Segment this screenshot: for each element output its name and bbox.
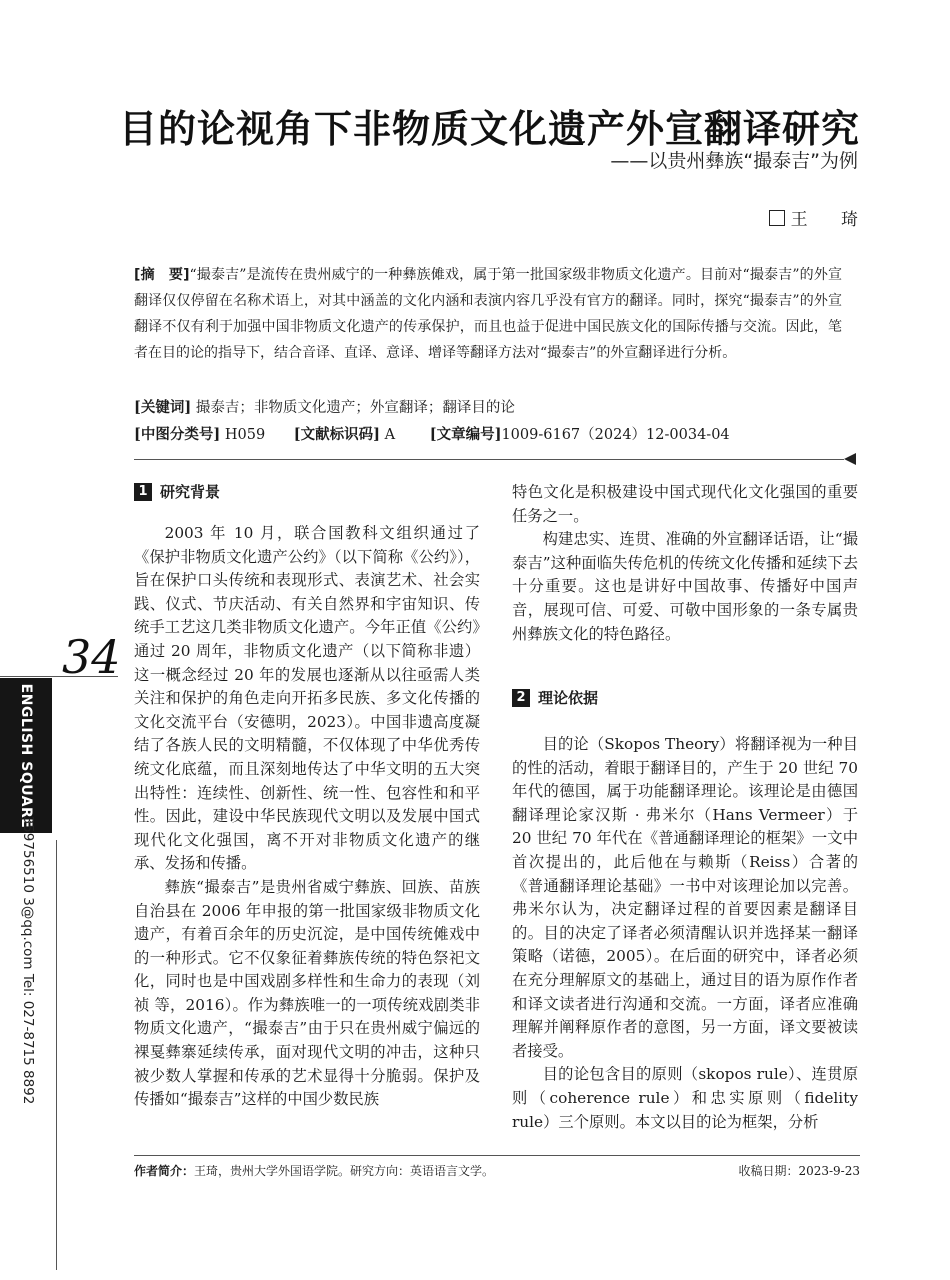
keywords-text: 撮泰吉；非物质文化遗产；外宣翻译；翻译目的论 (195, 400, 515, 416)
doc-code-value: A (384, 427, 396, 443)
page-number-rule (0, 676, 118, 677)
page-number: 34 (62, 630, 121, 684)
author-box-icon (769, 210, 785, 226)
article-number-label: [文章编号] (429, 426, 502, 443)
footer (134, 1162, 860, 1179)
clc-value: H059 (224, 427, 266, 443)
section-2-number: 2 (512, 689, 530, 707)
article-title: 目的论视角下非物质文化遗产外宣翻译研究 (118, 107, 860, 151)
author-bio (134, 1162, 494, 1179)
left-paragraph-2: 彝族“撮泰吉”是贵州省威宁彝族、回族、苗族自治县在 2006 年申报的第一批国家级非物质文化遗产，有着百余年的历史沉淀，是中国传统傩戏中的一种形式。它不仅象征着彝族传统的特色祭祀文化，同时也是中国戏剧多样性和生命力的表现（刘祯 等，2016）。作为彝族唯一的一项传统戏剧类非物质文化遗产，“撮泰吉”由于只在贵州威宁偏远的裸戛彝寨延续传承，面对现代文明的冲击，这种只被少数人掌握和传承的艺术显得十分脆弱。保护及传播如“撮泰吉”这样的中国少数民族 (134, 877, 480, 1109)
keywords (134, 396, 515, 417)
author-bio-text: 王琦，贵州大学外国语学院。研究方向：英语语言文学。 (194, 1164, 495, 1178)
section-2-title: 理论依据 (538, 689, 599, 707)
journal-name: ENGLISH SQUARE (18, 683, 34, 829)
author-name: 王 琦 (790, 210, 872, 230)
journal-sidebar (0, 678, 52, 833)
doc-code-label: [文献标识码] (293, 426, 381, 443)
author-bio-label: 作者简介： (134, 1164, 195, 1178)
section-1-heading (134, 481, 220, 502)
separator-arrow-icon (844, 453, 856, 465)
left-paragraph-1: 2003 年 10 月，联合国教科文组织通过了《保护非物质文化遗产公约》（以下简称《公约》），旨在保护口头传统和表现形式、表演艺术、社会实践、仪式、节庆活动、有关自然界和宇宙知识、传统手工艺这几类非物质文化遗产。今年正值《公约》通过 20 周年，非物质文化遗产（以下简称非遗）这一概念经过 20 年的发展也逐渐从以往亟需人类关注和保护的角色走向开拓多民族、多文化传播的文化交流平台（安德明，2023）。中国非遗高度凝结了各族人民的文明精髓，不仅体现了中华优秀传统文化底蕴，而且深刻地传达了中华文明的五大突出特性：连续性、创新性、统一性、包容性和和平性。因此，建设中华民族现代文明以及发展中国式现代化文化强国，离不开对非物质文化遗产的继承、发扬和传播。 (134, 524, 480, 873)
author-line (769, 205, 872, 230)
abstract (134, 262, 842, 366)
right-paragraph-2: 构建忠实、连贯、准确的外宣翻译话语，让“撮泰吉”这种面临失传危机的传统文化传播和延续下去十分重要。这也是讲好中国故事、传播好中国声音，展现可信、可爱、可敬中国形象的一条专属贵州彝族文化的特色路径。 (512, 530, 858, 643)
keywords-label: [关键词] (134, 399, 192, 416)
classification-line (134, 423, 730, 444)
received-date: 收稿日期：2023-9-23 (738, 1164, 860, 1178)
right-paragraph-1: 特色文化是积极建设中国式现代化文化强国的重要任务之一。 (512, 483, 858, 525)
right-paragraph-3: 目的论（Skopos Theory）将翻译视为一种目的性的活动，着眼于翻译目的，产生于 20 世纪 70 年代的德国，属于功能翻译理论。该理论是由德国翻译理论家汉斯 · 弗米尔（Hans Vermeer）于 20 世纪 70 年代在《普通翻译理论的框架》一文中首次提出的，此后他在与赖斯（Reiss）合著的《普通翻译理论基础》一书中对该理论加以完善。弗米尔认为，决定翻译过程的首要因素是翻译目的。目的决定了译者必须清醒认识并选择某一翻译策略（诺德，2005）。在后面的研究中，译者必须在充分理解原文的基础上，通过目的语为原作作者和译文读者进行沟通和交流。一方面，译者应准确理解并阐释原作者的意图，另一方面，译文要被读者接受。 (512, 735, 858, 1060)
abstract-text: “撮泰吉”是流传在贵州威宁的一种彝族傩戏，属于第一批国家级非物质文化遗产。目前对“撮泰吉”的外宣翻译仅仅停留在名称术语上，对其中涵盖的文化内涵和表演内容几乎没有官方的翻译。同时，探究“撮泰吉”的外宣翻译不仅有利于加强中国非物质文化遗产的传承保护，而且也益于促进中国民族文化的国际传播与交流。因此，笔者在目的论的指导下，结合音译、直译、意译、增译等翻译方法对“撮泰吉”的外宣翻译进行分析。 (134, 267, 842, 361)
section-1-title: 研究背景 (160, 483, 221, 501)
section-2-heading (512, 687, 598, 708)
footer-separator (134, 1155, 860, 1156)
article-number-value: 1009-6167（2024）12-0034-04 (501, 427, 730, 443)
article-subtitle: ——以贵州彝族“撮泰吉”为例 (610, 150, 858, 172)
section-1-number: 1 (134, 483, 152, 501)
abstract-label: [摘 要] (134, 267, 190, 283)
header-separator (134, 459, 844, 460)
side-vertical-rule (56, 840, 57, 1270)
right-column-bottom (512, 733, 858, 1134)
right-column-top (512, 481, 858, 646)
clc-label: [中图分类号] (134, 426, 221, 443)
right-paragraph-4: 目的论包含目的原则（skopos rule）、连贯原则（coherence rule）和忠实原则（fidelity rule）三个原则。本文以目的论为框架，分析 (512, 1065, 858, 1131)
contact-info: 359756510 3@qq.com Tel: 027-8715 8892 (20, 815, 36, 1105)
left-column (134, 522, 480, 1112)
